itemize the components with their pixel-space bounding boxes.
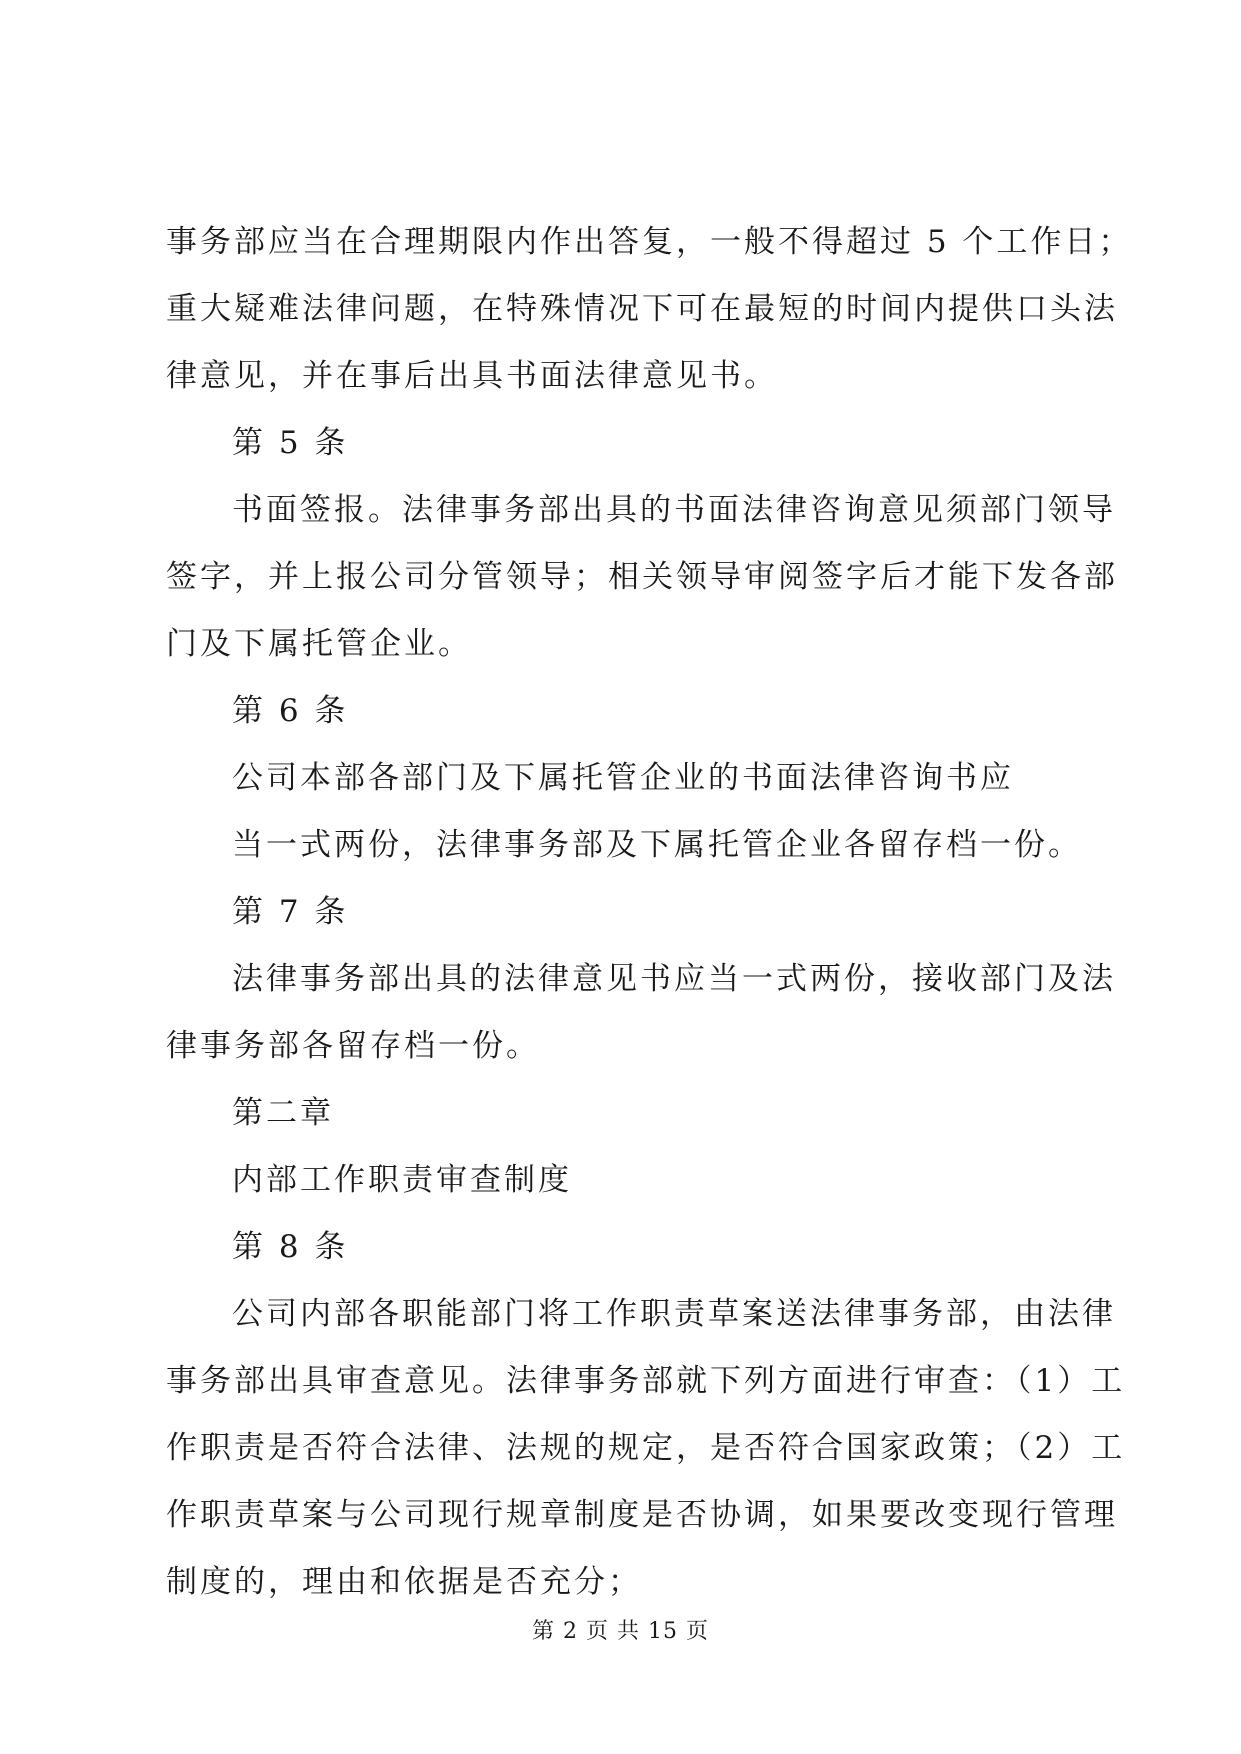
page-number-footer: 第 2 页 共 15 页 [532,1619,709,1644]
text-line: 律事务部各留存档一份。 [166,1028,540,1064]
text-line: 公司内部各职能部门将工作职责草案送法律事务部，由法律 [232,1296,1116,1332]
text-line: 制度的，理由和依据是否充分； [166,1564,642,1600]
chapter-title: 内部工作职责审查制度 [232,1162,572,1198]
chapter-heading: 第二章 [232,1095,334,1131]
text-line: 事务部应当在合理期限内作出答复，一般不得超过 5 个工作日； [166,224,1133,260]
article-heading: 第 8 条 [232,1229,349,1265]
text-line: 法律事务部出具的法律意见书应当一式两份，接收部门及法 [232,961,1116,997]
text-line: 当一式两份，法律事务部及下属托管企业各留存档一份。 [232,827,1082,863]
text-line: 作职责草案与公司现行规章制度是否协调，如果要改变现行管理 [166,1497,1118,1533]
text-line: 门及下属托管企业。 [166,626,472,662]
text-line: 律意见，并在事后出具书面法律意见书。 [166,358,778,394]
text-line: 公司本部各部门及下属托管企业的书面法律咨询书应 [232,760,1014,796]
article-heading: 第 5 条 [232,425,349,461]
text-line: 书面签报。法律事务部出具的书面法律咨询意见须部门领导 [232,492,1116,528]
text-line: 重大疑难法律问题，在特殊情况下可在最短的时间内提供口头法 [166,291,1118,327]
text-line: 作职责是否符合法律、法规的规定，是否符合国家政策；（2）工 [166,1430,1126,1466]
article-heading: 第 7 条 [232,894,349,930]
text-line: 签字，并上报公司分管领导；相关领导审阅签字后才能下发各部 [166,559,1118,595]
text-line: 事务部出具审查意见。法律事务部就下列方面进行审查：（1）工 [166,1363,1126,1399]
article-heading: 第 6 条 [232,693,349,729]
